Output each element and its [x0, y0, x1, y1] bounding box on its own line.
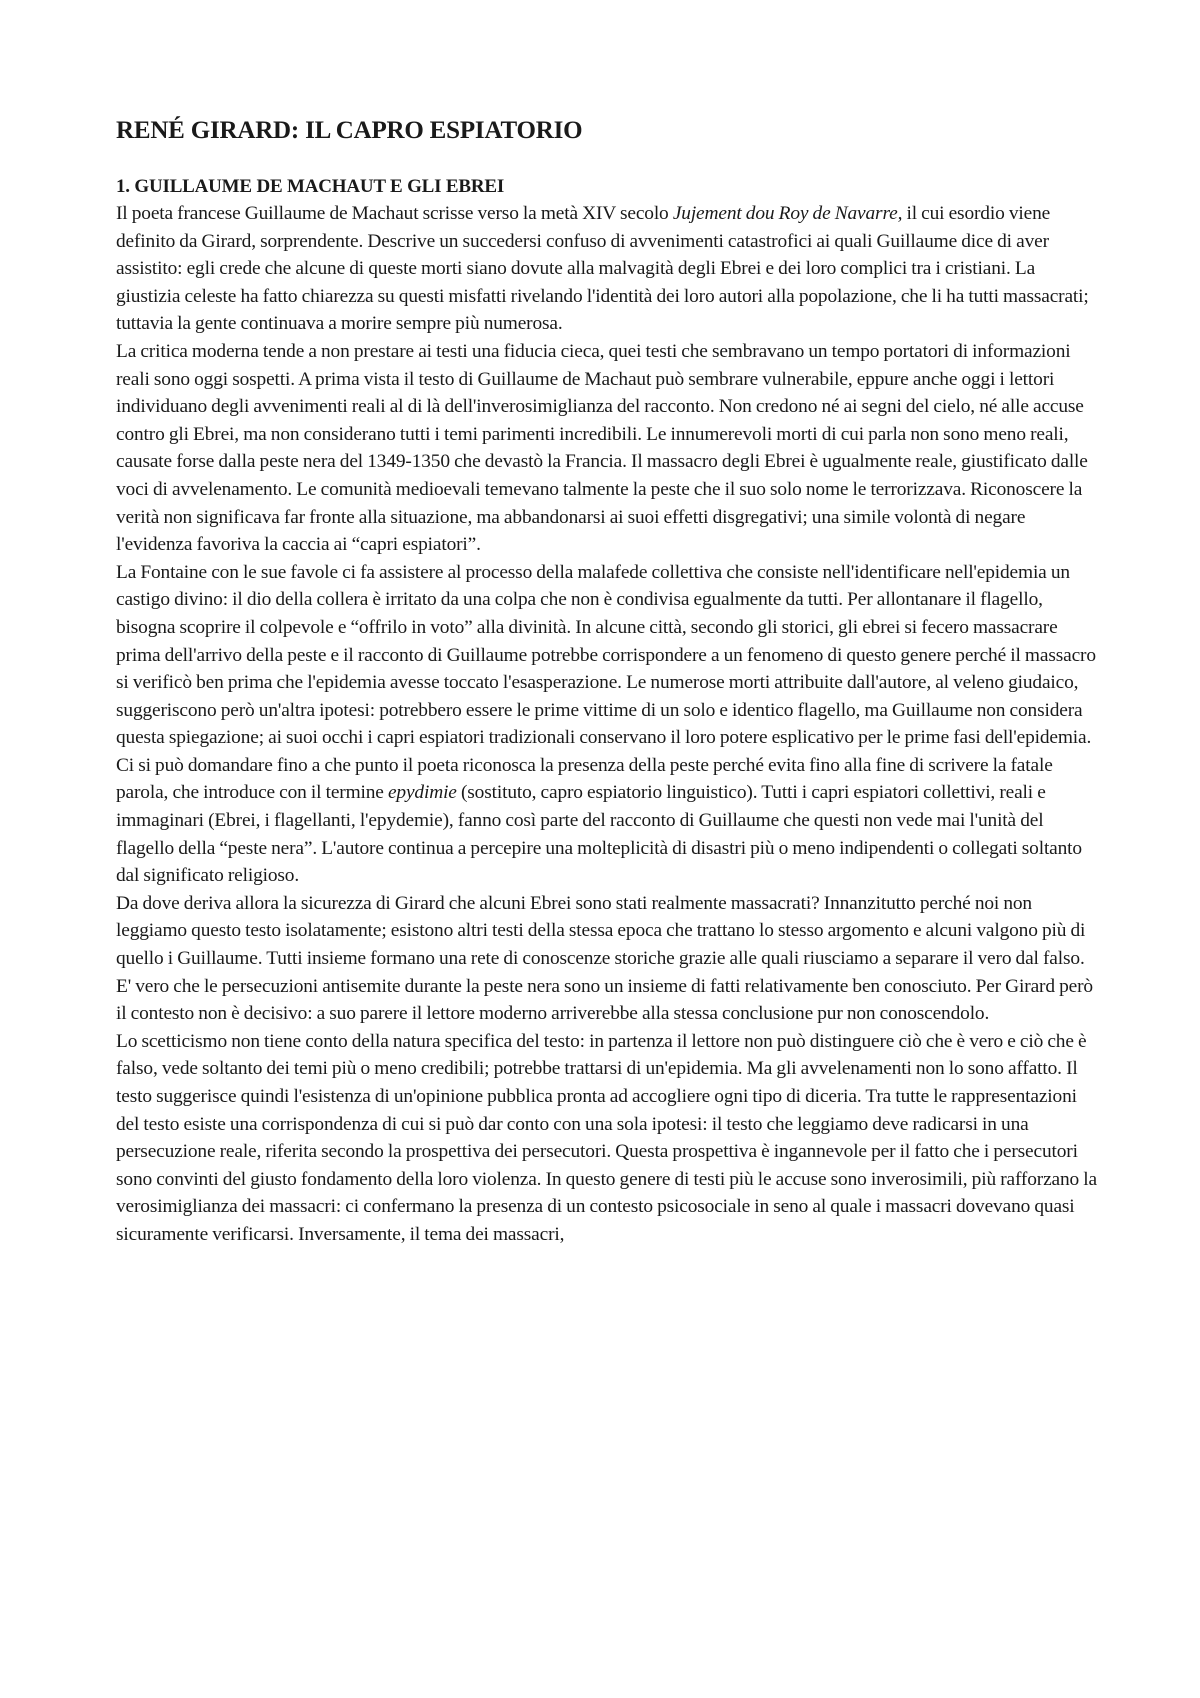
- document-body: [116, 116, 1101, 1249]
- paragraph-5: Da dove deriva allora la sicurezza di Girard che alcuni Ebrei sono stati realmente massacrati? Innanzitutto perché noi non leggiamo questo testo isolatamente; esistono altri testi della stessa epoca che trattano lo stesso argomento e alcuni valgono più di quello i Guillaume. Tutti insieme formano una rete di conoscenze storiche grazie alle quali riusciamo a separare il vero dal falso. E' vero che le persecuzioni antisemite durante la peste nera sono un insieme di fatti relativamente ben conosciuto. Per Girard però il contesto non è decisivo: a suo parere il lettore moderno arriverebbe alla stessa conclusione pur non conoscendolo.: [116, 892, 1093, 1025]
- paragraph-4-text-c: (sostituto, capro espiatorio linguistico). Tutti i capri espiatori collettivi, reali e immaginari (Ebrei, i flagellanti, l'epydemie), fanno così parte del racconto di Guillaume che questi non vede mai l'unità del flagello della “peste nera”. L'autore continua a percepire una molteplicità di disastri più o meno indipendenti o collegati soltanto dal significato religioso.: [116, 782, 1082, 887]
- term-italic: epydimie: [387, 782, 457, 804]
- paragraph-1-text-a: Il poeta francese Guillaume de Machaut scrisse verso la metà XIV secolo: [116, 203, 673, 224]
- paragraph-4-text-a: Ci si può domandare fino a che punto il poeta riconosca la presenza della peste perché evita fino alla fine di scrivere la fatale parola, che introduce con il termine: [116, 754, 1053, 804]
- work-title-italic: Jujement dou Roy de Navarre,: [672, 203, 903, 224]
- paragraph-4: [116, 752, 1101, 890]
- paragraph-2: La critica moderna tende a non prestare ai testi una fiducia cieca, quei testi che sembravano un tempo portatori di informazioni reali sono oggi sospetti. A prima vista il testo di Guillaume de Machaut può sembrare vulnerabile, eppure anche oggi i lettori individuano degli avvenimenti reali al di là dell'inverosimiglianza del racconto. Non credono né ai segni del cielo, né alle accuse contro gli Ebrei, ma non considerano tutti i temi parimenti incredibili. Le innumerevoli morti di cui parla non sono meno reali, causate forse dalla peste nera del 1349-1350 che devastò la Francia. Il massacro degli Ebrei è ugualmente reale, giustificato dalle voci di avvelenamento. Le comunità medioevali temevano talmente la peste che il suo solo nome le terrorizzava. Riconoscere la verità non significava far fronte alla situazione, ma abbandonarsi ai suoi effetti disgregativi; una simile volontà di negare l'evidenza favoriva la caccia ai “capri espiatori”.: [116, 340, 1088, 556]
- paragraph-1: [116, 200, 1101, 338]
- paragraph-1-text-c: il cui esordio viene definito da Girard, sorprendente. Descrive un succedersi confuso di avvenimenti catastrofici ai quali Guillaume dice di aver assistito: egli crede che alcune di queste morti siano dovute alla malvagità degli Ebrei e dei loro complici tra i cristiani. La giustizia celeste ha fatto chiarezza su questi misfatti rivelando l'identità dei loro autori alla popolazione, che li ha tutti massacrati; tuttavia la gente continuava a morire sempre più numerosa.: [116, 203, 1089, 335]
- paragraph-3: La Fontaine con le sue favole ci fa assistere al processo della malafede collettiva che consiste nell'identificare nell'epidemia un castigo divino: il dio della collera è irritato da una colpa che non è condivisa egualmente da tutti. Per allontanare il flagello, bisogna scoprire il colpevole e “offrilo in voto” alla divinità. In alcune città, secondo gli storici, gli ebrei si fecero massacrare prima dell'arrivo della peste e il racconto di Guillaume potrebbe corrispondere a un fenomeno di questo genere perché il massacro si verificò ben prima che l'epidemia avesse toccato l'esasperazione. Le numerose morti attribuite dall'autore, al veleno giudaico, suggeriscono però un'altra ipotesi: potrebbero essere le prime vittime di un solo e identico flagello, ma Guillaume non considera questa spiegazione; ai suoi occhi i capri espiatori tradizionali conservano il loro potere esplicativo per le prime fasi dell'epidemia.: [116, 561, 1096, 749]
- document-title: RENÉ GIRARD: IL CAPRO ESPIATORIO: [116, 117, 583, 144]
- section-heading: 1. GUILLAUME DE MACHAUT E GLI EBREI: [116, 176, 505, 197]
- paragraph-6: Lo scetticismo non tiene conto della natura specifica del testo: in partenza il lettore non può distinguere ciò che è vero e ciò che è falso, vede soltanto dei temi più o meno credibili; potrebbe trattarsi di un'epidemia. Ma gli avvelenamenti non lo sono affatto. Il testo suggerisce quindi l'esistenza di un'opinione pubblica pronta ad accogliere ogni tipo di diceria. Tra tutte le rappresentazioni del testo esiste una corrispondenza di cui si può dar conto con una sola ipotesi: il testo che leggiamo deve radicarsi in una persecuzione reale, riferita secondo la prospettiva dei persecutori. Questa prospettiva è ingannevole per il fatto che i persecutori sono convinti del giusto fondamento della loro violenza. In questo genere di testi più le accuse sono inverosimili, più rafforzano la verosimiglianza dei massacri: ci confermano la presenza di un contesto psicosociale in seno al quale i massacri dovevano quasi sicuramente verificarsi. Inversamente, il tema dei massacri,: [116, 1030, 1097, 1245]
